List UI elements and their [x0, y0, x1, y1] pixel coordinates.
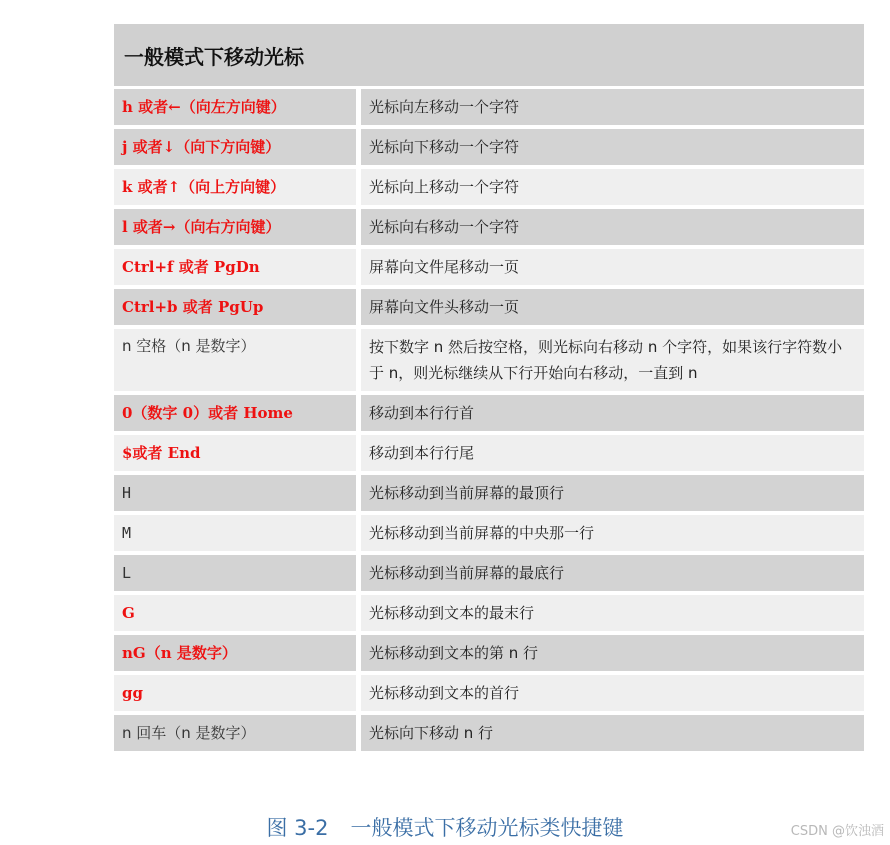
shortcut-key: n 回车（n 是数字）: [114, 715, 356, 751]
table-row: [114, 395, 864, 431]
table-row: [114, 595, 864, 631]
shortcut-description: 光标移动到当前屏幕的最底行: [361, 555, 864, 591]
shortcut-key: n 空格（n 是数字）: [114, 329, 356, 391]
shortcut-description: 光标移动到文本的第 n 行: [361, 635, 864, 671]
table-row: [114, 169, 864, 205]
table-row: [114, 209, 864, 245]
shortcut-key: H: [114, 475, 356, 511]
figure-number: 图 3-2: [266, 816, 329, 840]
table-row: [114, 635, 864, 671]
shortcut-key: G: [114, 595, 356, 631]
shortcut-description: 按下数字 n 然后按空格，则光标向右移动 n 个字符，如果该行字符数小于 n，则光标继续从下行开始向右移动，一直到 n: [361, 329, 864, 391]
shortcut-description: 光标移动到当前屏幕的中央那一行: [361, 515, 864, 551]
shortcut-description: 移动到本行行尾: [361, 435, 864, 471]
table-row: [114, 129, 864, 165]
shortcut-key: l 或者→（向右方向键）: [114, 209, 356, 245]
table-row: [114, 249, 864, 285]
table-row: [114, 475, 864, 511]
table-row: [114, 515, 864, 551]
table-row: [114, 435, 864, 471]
shortcut-description: 屏幕向文件头移动一页: [361, 289, 864, 325]
shortcut-key: L: [114, 555, 356, 591]
table-row: [114, 89, 864, 125]
shortcut-key: $或者 End: [114, 435, 356, 471]
shortcut-description: 移动到本行行首: [361, 395, 864, 431]
shortcut-description: 光标向右移动一个字符: [361, 209, 864, 245]
shortcut-description: 光标向左移动一个字符: [361, 89, 864, 125]
table-title: 一般模式下移动光标: [124, 44, 304, 69]
figure-caption: [0, 812, 890, 842]
shortcut-table: [114, 24, 864, 755]
watermark: CSDN @饮浊酒: [790, 824, 884, 839]
shortcut-key: M: [114, 515, 356, 551]
table-row: [114, 715, 864, 751]
shortcut-key: Ctrl+b 或者 PgUp: [114, 289, 356, 325]
shortcut-key: nG（n 是数字）: [114, 635, 356, 671]
table-row: [114, 555, 864, 591]
shortcut-description: 光标移动到文本的最末行: [361, 595, 864, 631]
shortcut-description: 光标向下移动一个字符: [361, 129, 864, 165]
figure-caption-text: 一般模式下移动光标类快捷键: [350, 816, 624, 840]
table-header: [114, 24, 864, 86]
shortcut-description: 光标向上移动一个字符: [361, 169, 864, 205]
table-row: [114, 329, 864, 391]
shortcut-key: 0（数字 0）或者 Home: [114, 395, 356, 431]
shortcut-key: Ctrl+f 或者 PgDn: [114, 249, 356, 285]
shortcut-key: h 或者←（向左方向键）: [114, 89, 356, 125]
table-row: [114, 675, 864, 711]
shortcut-key: j 或者↓（向下方向键）: [114, 129, 356, 165]
table-row: [114, 289, 864, 325]
shortcut-key: k 或者↑（向上方向键）: [114, 169, 356, 205]
shortcut-description: 光标移动到文本的首行: [361, 675, 864, 711]
shortcut-key: gg: [114, 675, 356, 711]
shortcut-description: 光标移动到当前屏幕的最顶行: [361, 475, 864, 511]
shortcut-description: 屏幕向文件尾移动一页: [361, 249, 864, 285]
shortcut-description: 光标向下移动 n 行: [361, 715, 864, 751]
